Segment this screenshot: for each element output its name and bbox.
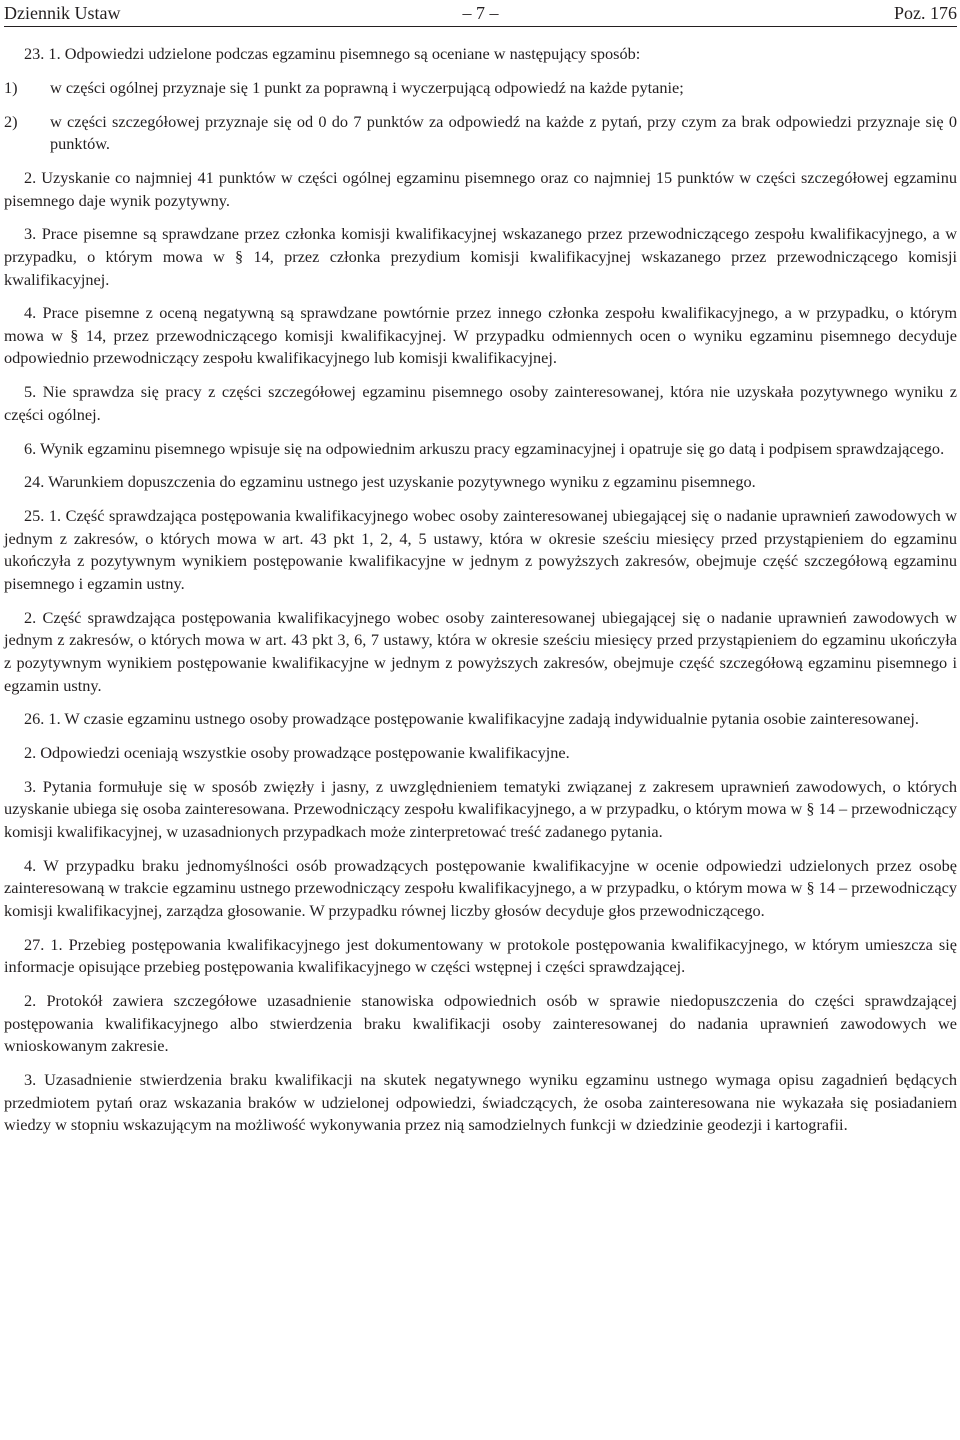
paragraph: 3. Prace pisemne są sprawdzane przez członka komisji kwalifikacyjnej wskazanego przez przewodniczącego zespołu kwalifikacyjnego, a w przypadku, o którym mowa w § 14, przez członka prezydium komisji kwalifikacyjnej wskazanego przez przewodniczącego komisji kwalifikacyjnej. bbox=[4, 224, 957, 289]
list-item-number: 1) bbox=[4, 77, 18, 97]
paragraph: 25. 1. Część sprawdzająca postępowania kwalifikacyjnego wobec osoby zainteresowanej ubiegającej się o nadanie uprawnień zawodowych w jednym z zakresów, o których mowa w art. 43 pkt 1, 2, 4, 5 ustawy, która w okresie sześciu miesięcy przed przystąpieniem do egzaminu ukończyła z pozytywnym wynikiem postępowanie kwalifikacyjne w jednym z powyższych zakresów, obejmuje część szczegółową egzaminu pisemnego i egzamin ustny. bbox=[4, 506, 957, 593]
journal-title: Dziennik Ustaw bbox=[4, 3, 121, 23]
paragraph: 27. 1. Przebieg postępowania kwalifikacyjnego jest dokumentowany w protokole postępowania kwalifikacyjnego, w którym umieszcza się informacje opisujące przebieg postępowania kwalifikacyjnego w części wstępnej i części sprawdzającej. bbox=[4, 934, 957, 977]
paragraph: 26. 1. W czasie egzaminu ustnego osoby prowadzące postępowanie kwalifikacyjne zadają indywidualnie pytania osobie zainteresowanej. bbox=[24, 709, 920, 729]
list-item-text: w części ogólnej przyznaje się 1 punkt za poprawną i wyczerpującą odpowiedź na każde pytanie; bbox=[50, 77, 684, 97]
paragraph: 4. W przypadku braku jednomyślności osób prowadzących postępowanie kwalifikacyjne w ocenie odpowiedzi udzielonych przez osobę zainteresowaną w trakcie egzaminu ustnego przewodniczący zespołu kwalifikacyjnego, a w przypadku, o którym mowa w § 14 – przewodniczący komisji kwalifikacyjnej, zarządza głosowanie. W przypadku równej liczby głosów decyduje głos przewodniczącego. bbox=[4, 855, 958, 921]
list-item bbox=[4, 77, 957, 100]
paragraph: 3. Pytania formułuje się w sposób zwięzły i jasny, z uwzględnieniem tematyki związanej z zakresem uprawnień zawodowych, o których uzyskanie ubiega się osoba zainteresowana. Przewodniczący zespołu kwalifikacyjnego, a w przypadku, o którym mowa w § 14 – przewodniczący komisji kwalifikacyjnej, w uzasadnionych przypadkach może zinterpretować treść zadanego pytania. bbox=[4, 776, 957, 842]
list-item-number: 2) bbox=[4, 111, 18, 131]
paragraph: 23. 1. Odpowiedzi udzielone podczas egzaminu pisemnego są oceniane w następujący sposób: bbox=[24, 44, 641, 63]
paragraph: 2. Protokół zawiera szczegółowe uzasadnienie stanowiska odpowiednich osób w sprawie niedopuszczenia do części sprawdzającej postępowania kwalifikacyjnego albo stwierdzenia braku kwalifikacji osoby zainteresowanej do nadania uprawnień zawodowych we wnioskowanym zakresie. bbox=[4, 991, 957, 1056]
list-item-text: w części szczegółowej przyznaje się od 0 do 7 punktów za odpowiedź na każde z pytań, przy czym za brak odpowiedzi przyznaje się 0 punktów. bbox=[50, 111, 957, 154]
document-body bbox=[4, 27, 957, 1137]
paragraph: 2. Odpowiedzi oceniają wszystkie osoby prowadzące postępowanie kwalifikacyjne. bbox=[24, 743, 570, 763]
position-number: Poz. 176 bbox=[894, 3, 957, 23]
paragraph: 2. Uzyskanie co najmniej 41 punktów w części ogólnej egzaminu pisemnego oraz co najmniej 15 punktów w części szczegółowej egzaminu pisemnego daje wynik pozytywny. bbox=[4, 167, 957, 210]
page-number: – 7 – bbox=[462, 3, 499, 23]
paragraph: 2. Część sprawdzająca postępowania kwalifikacyjnego wobec osoby zainteresowanej ubiegającej się o nadanie uprawnień zawodowych w jednym z zakresów, o których mowa w art. 43 pkt 3, 6, 7 ustawy, która w okresie sześciu miesięcy przed przystąpieniem do egzaminu ukończyła z pozytywnym wynikiem postępowanie kwalifikacyjne w jednym z powyższych zakresów, obejmuje część szczegółową egzaminu pisemnego i egzamin ustny. bbox=[4, 607, 957, 695]
paragraph: 4. Prace pisemne z oceną negatywną są sprawdzane powtórnie przez innego członka zespołu kwalifikacyjnego, a w przypadku, o którym mowa w § 14, przez przewodniczącego komisji kwalifikacyjnej. W przypadku odmiennych ocen o wyniku egzaminu pisemnego decyduje odpowiednio przewodniczący zespołu kwalifikacyjnego lub komisji kwalifikacyjnej. bbox=[4, 303, 957, 368]
paragraph: 5. Nie sprawdza się pracy z części szczegółowej egzaminu pisemnego osoby zainteresowanej, która nie uzyskała pozytywnego wyniku z części ogólnej. bbox=[4, 382, 957, 424]
paragraph: 3. Uzasadnienie stwierdzenia braku kwalifikacji na skutek negatywnego wyniku egzaminu ustnego wymaga opisu zagadnień będących przedmiotem pytań oraz wskazania braków w udzielonej odpowiedzi, świadczących, że osoba zainteresowana nie wykazała się posiadaniem wiedzy w stopniu wskazującym na możliwość wykonywania przez nią samodzielnych funkcji w dziedzinie geodezji i kartografii. bbox=[4, 1070, 957, 1135]
paragraph: 6. Wynik egzaminu pisemnego wpisuje się na odpowiednim arkuszu pracy egzaminacyjnej i opatruje się go datą i podpisem sprawdzającego. bbox=[24, 438, 945, 458]
page-header bbox=[4, 0, 957, 27]
list-item bbox=[4, 111, 957, 156]
paragraph: 24. Warunkiem dopuszczenia do egzaminu ustnego jest uzyskanie pozytywnego wyniku z egzaminu pisemnego. bbox=[24, 472, 756, 492]
